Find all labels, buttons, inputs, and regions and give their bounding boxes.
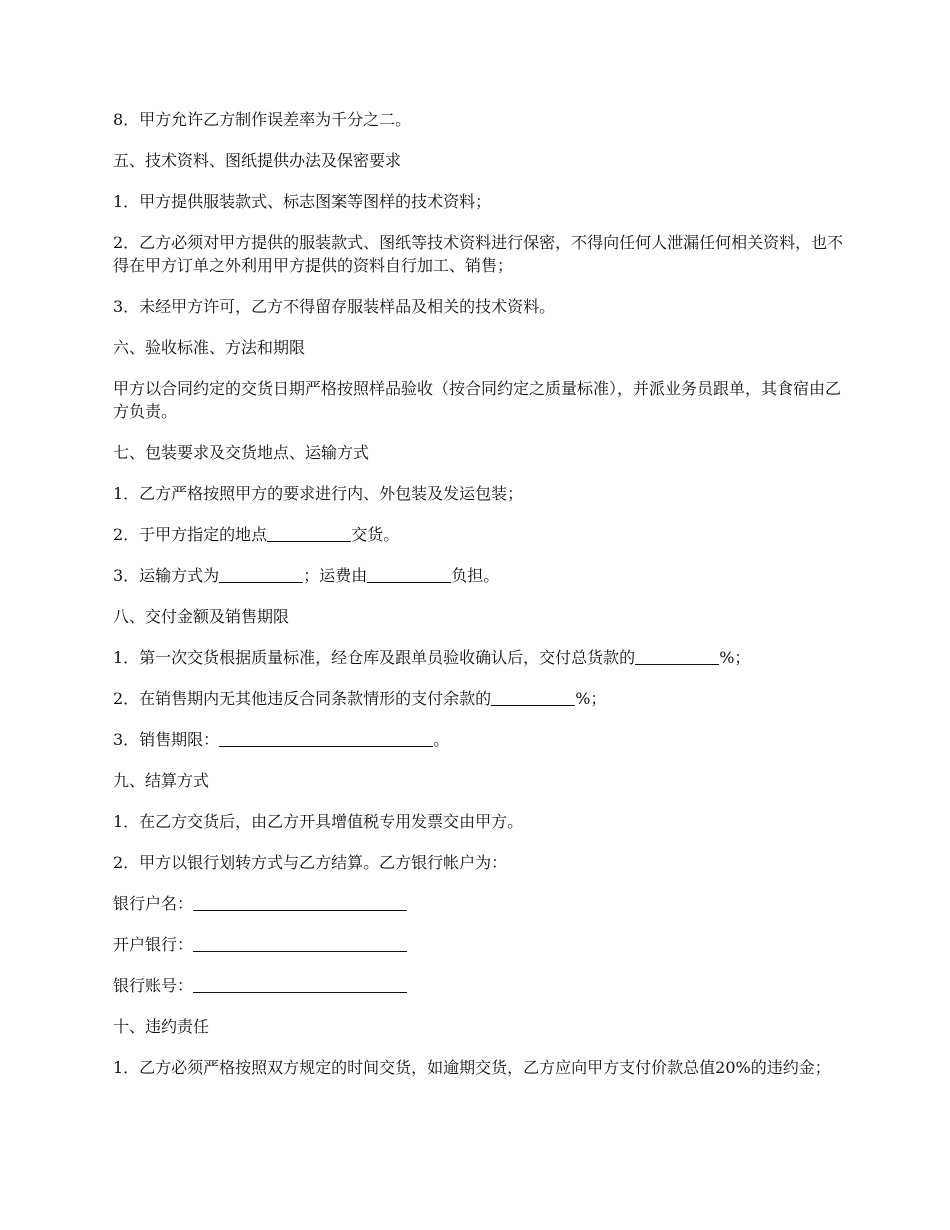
bank-account-name-blank <box>193 894 407 911</box>
clause-9-item-1: 1．在乙方交货后，由乙方开具增值税专用发票交由甲方。 <box>113 812 524 831</box>
bank-account-number-line <box>113 974 848 997</box>
sales-period-blank <box>219 730 433 747</box>
document-body <box>113 108 848 1097</box>
clause-7-item-3-suffix: 负担。 <box>451 566 500 585</box>
section-10-heading: 十、违约责任 <box>113 1017 210 1036</box>
clause-8-item-2-suffix: %； <box>575 689 607 708</box>
bank-account-number-label: 银行账号： <box>113 976 194 995</box>
bank-name-blank <box>193 935 407 952</box>
clause-8-item-1 <box>113 646 848 669</box>
transport-method-blank <box>219 566 303 583</box>
clause-5-item-1: 1．甲方提供服装款式、标志图案等图样的技术资料； <box>113 192 492 211</box>
bank-account-name-label: 银行户名： <box>113 894 194 913</box>
freight-payer-blank <box>367 566 451 583</box>
clause-8-item-2-text: 2．在销售期内无其他违反合同条款情形的支付余款的 <box>113 689 492 708</box>
clause-8-item-1-text: 1．第一次交货根据质量标准，经仓库及跟单员验收确认后，交付总货款的 <box>113 648 636 667</box>
clause-8-item-3-text: 3．销售期限： <box>113 730 220 749</box>
clause-9-item-2: 2．甲方以银行划转方式与乙方结算。乙方银行帐户为： <box>113 853 508 872</box>
clause-4-item-8: 8．甲方允许乙方制作误差率为千分之二。 <box>113 110 412 129</box>
clause-8-item-3-suffix: 。 <box>433 730 450 749</box>
clause-8-item-3 <box>113 728 848 751</box>
bank-account-name-line <box>113 892 848 915</box>
clause-7-item-3 <box>113 564 848 587</box>
clause-7-item-2-text: 2．于甲方指定的地点 <box>113 525 268 544</box>
clause-10-item-1: 1．乙方必须严格按照双方规定的时间交货，如逾期交货，乙方应向甲方支付价款总值20%的违约金； <box>113 1058 831 1077</box>
section-5-heading: 五、技术资料、图纸提供办法及保密要求 <box>113 151 402 170</box>
bank-name-line <box>113 933 848 956</box>
clause-7-item-2 <box>113 523 848 546</box>
section-9-heading: 九、结算方式 <box>113 771 210 790</box>
balance-percent-blank <box>491 689 575 706</box>
bank-name-label: 开户银行： <box>113 935 194 954</box>
first-payment-percent-blank <box>635 648 719 665</box>
clause-7-item-3-text: 3．运输方式为 <box>113 566 220 585</box>
section-8-heading: 八、交付金额及销售期限 <box>113 607 290 626</box>
clause-8-item-1-suffix: %； <box>719 648 751 667</box>
delivery-location-blank <box>267 525 351 542</box>
clause-7-item-1: 1．乙方严格按照甲方的要求进行内、外包装及发运包装； <box>113 484 524 503</box>
clause-7-item-3-mid: ；运费由 <box>303 566 368 585</box>
bank-account-number-blank <box>193 976 407 993</box>
section-7-heading: 七、包装要求及交货地点、运输方式 <box>113 443 370 462</box>
clause-8-item-2 <box>113 687 848 710</box>
clause-6-body: 甲方以合同约定的交货日期严格按照样品验收（按合同约定之质量标准），并派业务员跟单，其食宿由乙方负责。 <box>113 379 842 421</box>
clause-5-item-3: 3．未经甲方许可，乙方不得留存服装样品及相关的技术资料。 <box>113 297 556 316</box>
clause-7-item-2-suffix: 交货。 <box>351 525 400 544</box>
clause-5-item-2: 2．乙方必须对甲方提供的服装款式、图纸等技术资料进行保密，不得向任何人泄漏任何相关资料，也不得在甲方订单之外利用甲方提供的资料自行加工、销售； <box>113 233 844 275</box>
section-6-heading: 六、验收标准、方法和期限 <box>113 338 306 357</box>
